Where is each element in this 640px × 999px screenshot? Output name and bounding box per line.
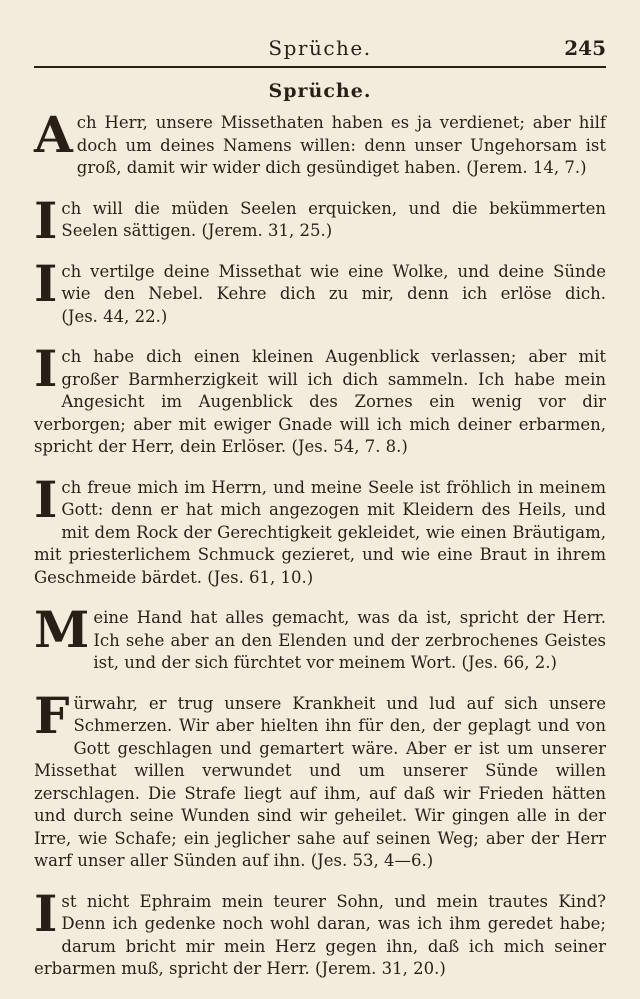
verse-text: ch habe dich einen kleinen Augenblick verlassen; aber mit großer Barmherzigkeit will ich dich sammeln. Ich habe mein Angesicht im Augenblick des Zornes ein wenig vor dir verborgen; aber mit ewiger Gnade will ich mich deiner erbarmen, spricht der Herr, dein Erlöser. [34,347,606,456]
section-title: Sprüche. [268,80,372,102]
verse-paragraph [34,600,606,675]
verse-paragraph [34,883,606,981]
verse-text: eine Hand hat alles gemacht, was da ist, spricht der Herr. Ich sehe aber an den Elenden und der zerbrochenes Geistes ist, und der sich fürchtet vor meinem Wort. [93,608,606,672]
scripture-reference: (Jes. 44, 22.) [61,306,168,326]
scripture-reference: (Jes. 53, 4—6.) [310,851,434,870]
verse-paragraph [34,105,606,180]
drop-cap-initial: I [34,883,58,943]
verse-text: st nicht Ephraim mein teurer Sohn, und mein trautes Kind? Denn ich gedenke noch wohl daran, was ich ihm geredet habe; darum bricht mir mein Herz gegen ihn, daß ich mich seiner erbarmen muß, spricht der Herr. [34,891,606,978]
verse-list [34,105,606,981]
verse-paragraph [34,685,606,873]
verse-paragraph [34,469,606,590]
scripture-reference: (Jerem. 31, 25.) [201,221,333,240]
running-header [34,30,606,68]
verse-text: ch vertilge deine Missethat wie eine Wolke, und deine Sünde wie den Nebel. Kehre dich zu mir, denn ich erlöse dich. [61,261,606,303]
verse-text: ch will die müden Seelen erquicken, und die bekümmerten Seelen sättigen. [61,198,606,240]
page-number: 245 [564,36,606,60]
verse-text: ch Herr, unsere Missethaten haben es ja verdienet; aber hilf doch um deines Namens willen: denn unser Ungehorsam ist groß, damit wir wider dich gesündiget haben. [76,113,606,177]
drop-cap-initial: I [34,190,58,250]
drop-cap-initial: I [34,469,58,529]
verse-text: ürwahr, er trug unsere Krankheit und lud auf sich unsere Schmerzen. Wir aber hielten ihn für den, der geplagt und von Gott geschlagen und gemartert wäre. Aber er ist um unserer Missethat willen verwundet und um unserer Sünde willen zerschlagen. Die Strafe liegt auf ihm, auf daß wir Frieden hätten und durch seine Wunden sind wir geheilet. Wir gingen alle in der Irre, wie Schafe; ein jeglicher sahe auf seinen Weg; aber der Herr warf unser aller Sünden auf ihn. [34,693,606,870]
verse-paragraph [34,190,606,250]
verse-text: ch freue mich im Herrn, und meine Seele ist fröhlich in meinem Gott: denn er hat mich angezogen mit Kleidern des Heils, und mit dem Rock der Gerechtigkeit gekleidet, wie einen Bräutigam, mit priesterlichem Schmuck gezieret, und wie eine Braut in ihrem Geschmeide bärdet. [34,477,606,587]
drop-cap-initial: I [34,339,58,398]
drop-cap-initial: I [34,253,58,313]
scripture-reference: (Jerem. 31, 20.) [315,959,446,978]
scripture-reference: (Jerem. 14, 7.) [466,158,587,177]
book-page [34,30,606,999]
drop-cap-initial: F [34,685,70,745]
verse-paragraph [34,253,606,329]
scripture-reference: (Jes. 54, 7. 8.) [291,437,408,456]
scripture-reference: (Jes. 66, 2.) [461,653,557,672]
scripture-reference: (Jes. 61, 10.) [207,567,314,587]
running-title: Sprüche. [268,36,372,60]
drop-cap-initial: M [34,600,90,659]
drop-cap-initial: A [34,105,73,164]
verse-paragraph [34,339,606,459]
